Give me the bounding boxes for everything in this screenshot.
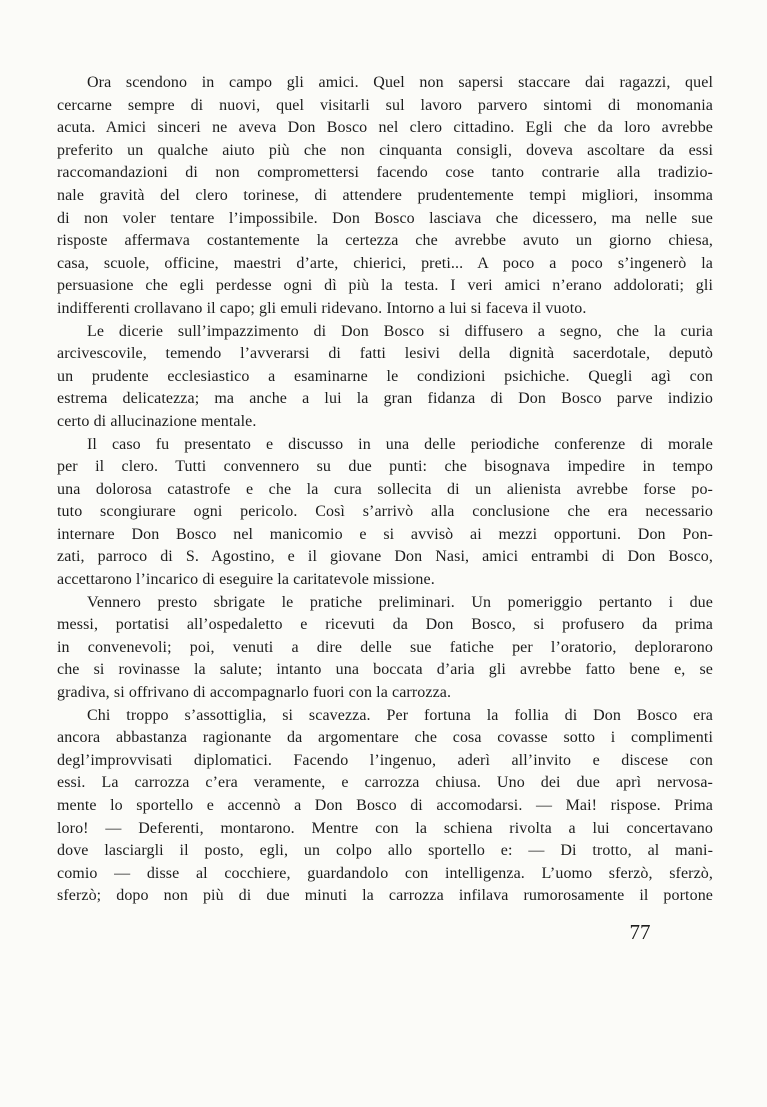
text-line: zati, parroco di S. Agostino, e il giovane Don Nasi, amici entrambi di Don Bosco, bbox=[57, 548, 713, 566]
paragraph bbox=[57, 592, 713, 705]
text-line: tuto scongiurare ogni pericolo. Così s’arrivò alla conclusione che era necessario bbox=[57, 503, 713, 521]
text-line: messi, portatisi all’ospedaletto e ricevuti da Don Bosco, si profusero da prima bbox=[57, 616, 713, 634]
text-line: dove lasciargli il posto, egli, un colpo allo sportello e: — Di trotto, al mani- bbox=[57, 842, 713, 860]
text-line: raccomandazioni di non compromettersi facendo cose tanto contrarie alla tradizio- bbox=[57, 164, 713, 182]
text-line: certo di allucinazione mentale. bbox=[57, 412, 257, 430]
text-line: nale gravità del clero torinese, di attendere prudentemente tempi migliori, insomma bbox=[57, 186, 713, 204]
text-line: loro! — Deferenti, montarono. Mentre con la schiena rivolta a lui concertavano bbox=[57, 819, 713, 837]
text-line: in convenevoli; poi, venuti a dire delle sue fatiche per l’oratorio, deplorarono bbox=[57, 638, 713, 656]
text-line: gradiva, si offrivano di accompagnarlo fuori con la carrozza. bbox=[57, 684, 452, 702]
text-line: internare Don Bosco nel manicomio e si avvisò ai mezzi opportuni. Don Pon- bbox=[57, 525, 713, 543]
text-line: Il caso fu presentato e discusso in una delle periodiche conferenze di morale bbox=[87, 435, 713, 453]
text-line: ancora abbastanza ragionante da argomentare che cosa covasse sotto i complimenti bbox=[57, 729, 713, 747]
text-line: Ora scendono in campo gli amici. Quel non sapersi staccare dai ragazzi, quel bbox=[87, 74, 713, 91]
text-line: accettarono l’incarico di eseguire la caritatevole missione. bbox=[57, 571, 435, 589]
text-line: di non voler tentare l’impossibile. Don Bosco lasciava che dicessero, ma nelle sue bbox=[57, 209, 713, 227]
text-line: per il clero. Tutti convennero su due punti: che bisognava impedire in tempo bbox=[57, 458, 713, 476]
text-line: mente lo sportello e accennò a Don Bosco di accomodarsi. — Mai! rispose. Prima bbox=[57, 797, 713, 814]
text-line: persuasione che egli perdesse ogni dì più la testa. I veri amici n’erano addolorati; gli bbox=[57, 277, 713, 295]
text-line: preferito un qualche aiuto più che non cinquanta consigli, doveva ascoltare da essi bbox=[57, 141, 713, 159]
page-number: 77 bbox=[629, 920, 651, 944]
paragraph bbox=[57, 72, 713, 321]
text-block bbox=[57, 72, 713, 908]
text-line: Le dicerie sull’impazzimento di Don Bosco si diffusero a segno, che la curia bbox=[87, 322, 713, 340]
text-line: comio — disse al cocchiere, guardandolo con intelligenza. L’uomo sferzò, sferzò, bbox=[57, 864, 713, 882]
text-line: Chi troppo s’assottiglia, si scavezza. Per fortuna la follia di Don Bosco era bbox=[87, 706, 713, 724]
text-line: sferzò; dopo non più di due minuti la carrozza infilava rumorosamente il portone bbox=[57, 887, 713, 905]
text-line: acuta. Amici sinceri ne aveva Don Bosco nel clero cittadino. Egli che da loro avrebbe bbox=[57, 119, 713, 137]
text-line: estrema delicatezza; ma anche a lui la gran fidanza di Don Bosco parve indizio bbox=[57, 390, 713, 408]
text-line: casa, scuole, officine, maestri d’arte, chierici, preti... A poco a poco s’ingenerò la bbox=[57, 254, 713, 272]
paragraph bbox=[57, 321, 713, 434]
paragraph bbox=[57, 434, 713, 592]
text-line: un prudente ecclesiastico a esaminarne le condizioni psichiche. Quegli agì con bbox=[57, 367, 713, 385]
text-line: degl’improvvisati diplomatici. Facendo l’ingenuo, aderì all’invito e discese con bbox=[57, 751, 713, 769]
text-line: cercarne sempre di nuovi, quel visitarli sul lavoro parvero sintomi di monomania bbox=[57, 96, 713, 114]
text-line: risposte affermava costantemente la certezza che avrebbe avuto un giorno chiesa, bbox=[57, 232, 713, 250]
text-line: essi. La carrozza c’era veramente, e carrozza chiusa. Uno dei due aprì nervosa- bbox=[57, 774, 713, 792]
paragraph bbox=[57, 705, 713, 908]
text-line: che si rovinasse la salute; intanto una boccata d’aria gli avrebbe fatto bene e, se bbox=[57, 661, 713, 679]
text-line: arcivescovile, temendo l’avverarsi di fatti lesivi della dignità sacerdotale, deputò bbox=[57, 345, 713, 363]
text-line: indifferenti crollavano il capo; gli emuli ridevano. Intorno a lui si faceva il vuoto. bbox=[57, 299, 587, 317]
text-line: una dolorosa catastrofe e che la cura sollecita di un alienista avrebbe forse po- bbox=[57, 480, 713, 498]
text-line: Vennero presto sbrigate le pratiche preliminari. Un pomeriggio pertanto i due bbox=[87, 593, 713, 611]
